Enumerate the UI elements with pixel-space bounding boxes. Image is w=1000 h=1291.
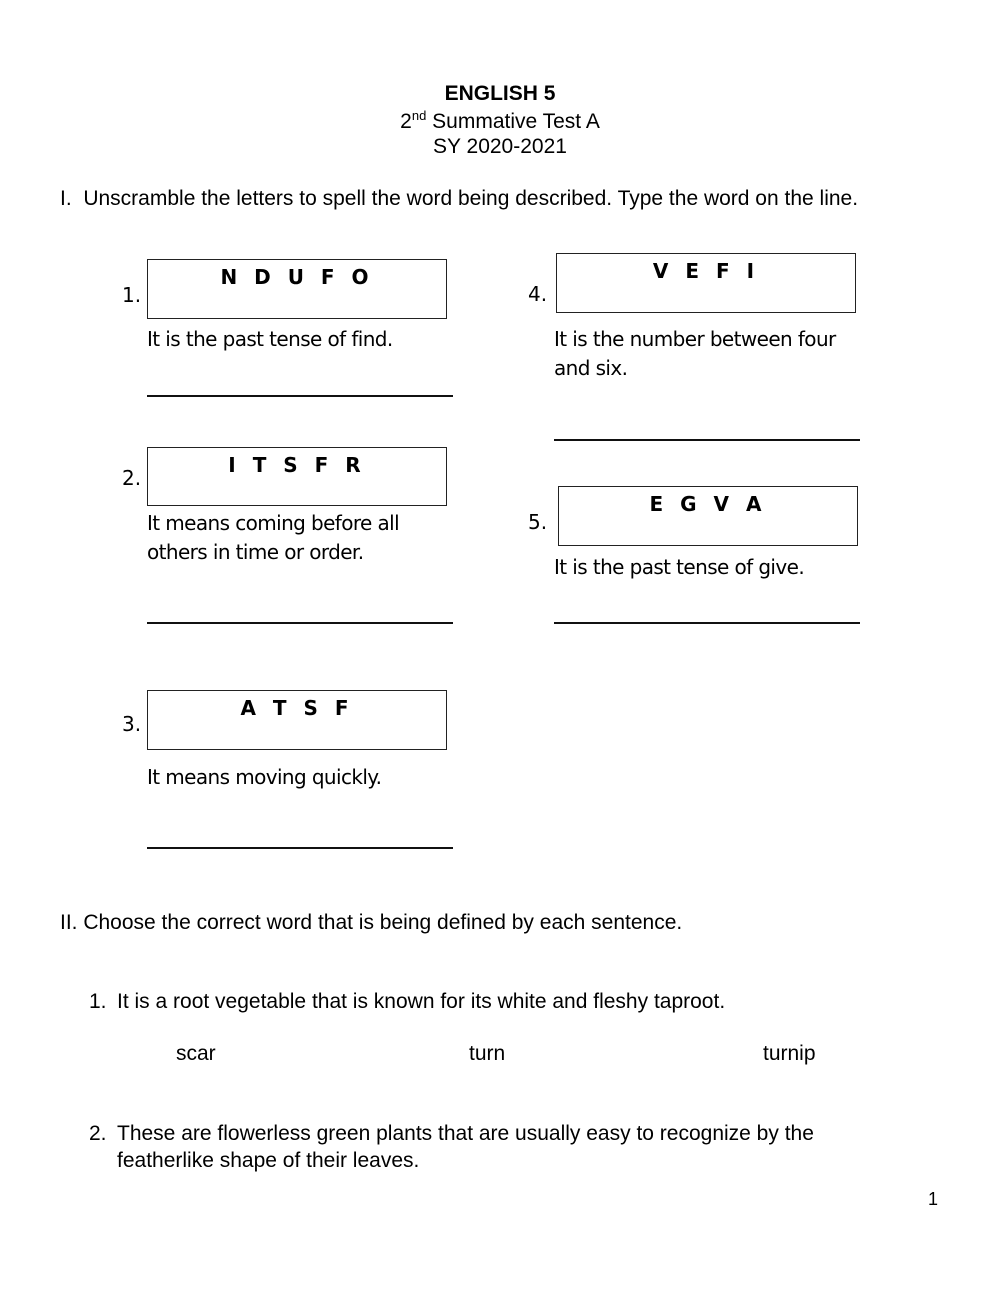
- answer-line[interactable]: [554, 439, 860, 441]
- choice-option[interactable]: turnip: [763, 1042, 816, 1065]
- clue-text: It means coming before all others in time or order.: [147, 511, 400, 564]
- question-text: These are flowerless green plants that are usually easy to recognize by the featherlike shape of their leaves.: [117, 1122, 814, 1172]
- part2-instruction: II. Choose the correct word that is being defined by each sentence.: [60, 911, 683, 934]
- clue-text: It is the past tense of find.: [147, 327, 393, 351]
- question-number: 1.: [89, 990, 107, 1013]
- item-number: 3.: [122, 712, 142, 736]
- question-number: 2.: [89, 1122, 107, 1145]
- scrambled-letters-box: V E F I: [556, 253, 856, 313]
- choice-option[interactable]: scar: [176, 1042, 216, 1065]
- scrambled-letters-box: E G V A: [558, 486, 858, 546]
- page-title: ENGLISH 5: [444, 82, 556, 105]
- answer-line[interactable]: [554, 622, 860, 624]
- answer-line[interactable]: [147, 622, 453, 624]
- clue-text: It is the past tense of give.: [554, 555, 805, 579]
- scrambled-letters-box: N D U F O: [147, 259, 447, 319]
- clue-text: It is the number between four and six.: [554, 327, 836, 380]
- answer-line[interactable]: [147, 847, 453, 849]
- part1-instruction: I. Unscramble the letters to spell the word being described. Type the word on the line.: [60, 187, 859, 210]
- subtitle-ordinal-suffix: nd: [411, 108, 427, 123]
- scrambled-letters-box: A T S F: [147, 690, 447, 750]
- page-number: 1: [928, 1189, 939, 1209]
- scrambled-letters-box: I T S F R: [147, 447, 447, 506]
- question-text: It is a root vegetable that is known for its white and fleshy taproot.: [117, 990, 726, 1013]
- school-year: SY 2020-2021: [433, 135, 567, 158]
- clue-text: It means moving quickly.: [147, 765, 382, 789]
- subtitle-text: Summative Test A: [426, 110, 600, 133]
- item-number: 4.: [528, 282, 548, 306]
- test-subtitle: [0, 108, 1000, 134]
- answer-line[interactable]: [147, 395, 453, 397]
- item-number: 1.: [122, 283, 142, 307]
- item-number: 5.: [528, 510, 548, 534]
- item-number: 2.: [122, 466, 142, 490]
- subtitle-ordinal: 2: [400, 110, 412, 133]
- choice-option[interactable]: turn: [469, 1042, 506, 1065]
